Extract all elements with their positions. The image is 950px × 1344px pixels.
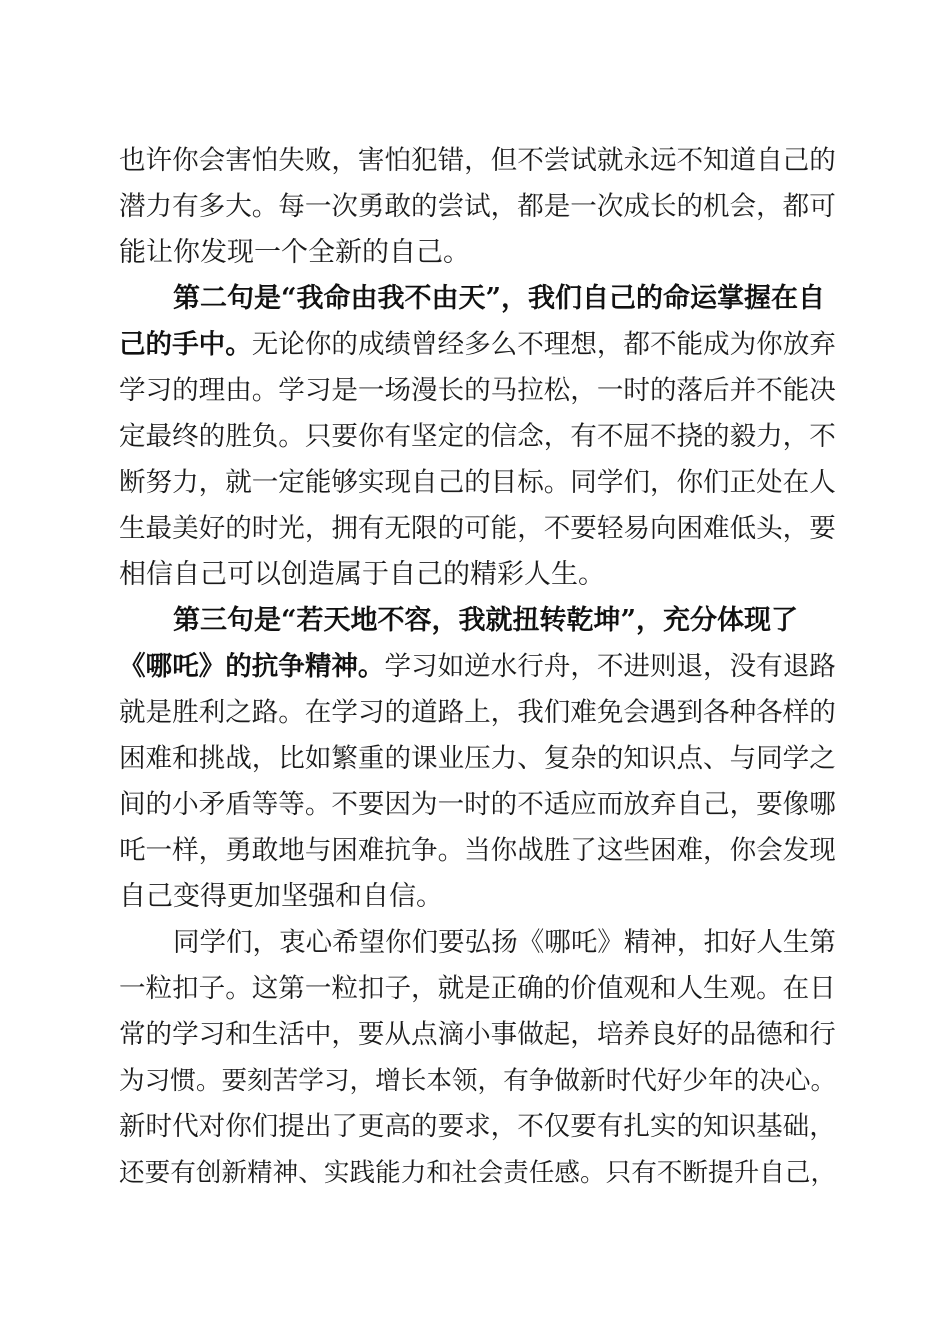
bold-text-segment: 己的手中。 bbox=[119, 329, 252, 360]
bold-text-segment: 第三句是“若天地不容，我就扭转乾坤”，充分体现了 bbox=[173, 605, 799, 636]
text-line bbox=[119, 1153, 836, 1193]
text-line bbox=[119, 233, 470, 273]
text-segment: 困难和挑战，比如繁重的课业压力、复杂的知识点、与同学之 bbox=[119, 743, 836, 774]
bold-text-segment: 《哪吒》的抗争精神。 bbox=[119, 651, 385, 682]
text-segment: 间的小矛盾等等。不要因为一时的不适应而放弃自己，要像哪 bbox=[119, 789, 836, 820]
text-segment: 也许你会害怕失败，害怕犯错，但不尝试就永远不知道自己的 bbox=[119, 145, 836, 176]
text-line bbox=[119, 463, 836, 503]
text-segment: 吒一样，勇敢地与困难抗争。当你战胜了这些困难，你会发现 bbox=[119, 835, 836, 866]
text-segment: 生最美好的时光，拥有无限的可能，不要轻易向困难低头，要 bbox=[119, 513, 836, 544]
text-segment: 还要有创新精神、实践能力和社会责任感。只有不断提升自己， bbox=[119, 1158, 837, 1188]
text-segment: 新时代对你们提出了更高的要求，不仅要有扎实的知识基础， bbox=[119, 1111, 836, 1142]
text-line bbox=[119, 1015, 836, 1055]
text-line bbox=[119, 693, 836, 733]
text-line bbox=[173, 923, 836, 963]
text-line bbox=[119, 785, 836, 825]
text-segment: 自己变得更加坚强和自信。 bbox=[119, 881, 443, 912]
text-segment: 相信自己可以创造属于自己的精彩人生。 bbox=[119, 559, 605, 590]
text-line bbox=[119, 1061, 836, 1101]
text-line bbox=[119, 417, 836, 457]
text-line bbox=[119, 325, 836, 365]
text-line bbox=[119, 187, 836, 227]
text-line bbox=[119, 831, 836, 871]
text-line bbox=[119, 555, 605, 595]
text-line bbox=[119, 647, 836, 687]
text-segment: 定最终的胜负。只要你有坚定的信念，有不屈不挠的毅力，不 bbox=[119, 421, 836, 452]
text-segment: 一粒扣子。这第一粒扣子，就是正确的价值观和人生观。在日 bbox=[119, 973, 836, 1004]
text-segment: 常的学习和生活中，要从点滴小事做起，培养良好的品德和行 bbox=[119, 1019, 836, 1050]
text-line bbox=[119, 877, 443, 917]
text-segment: 潜力有多大。每一次勇敢的尝试，都是一次成长的机会，都可 bbox=[119, 191, 836, 222]
text-line bbox=[173, 279, 825, 319]
text-line bbox=[119, 739, 836, 779]
text-segment: 同学们，衷心希望你们要弘扬《哪吒》精神，扣好人生第 bbox=[173, 927, 836, 958]
text-segment: 学习如逆水行舟，不进则退，没有退路 bbox=[384, 651, 836, 682]
text-line bbox=[119, 141, 836, 181]
text-line bbox=[119, 509, 836, 549]
text-segment: 学习的理由。学习是一场漫长的马拉松，一时的落后并不能决 bbox=[119, 375, 836, 406]
text-segment: 无论你的成绩曾经多么不理想，都不能成为你放弃 bbox=[251, 329, 836, 360]
bold-text-segment: 第二句是“我命由我不由天”，我们自己的命运掌握在自 bbox=[173, 283, 826, 314]
text-line bbox=[119, 371, 836, 411]
text-segment: 为习惯。要刻苦学习，增长本领，有争做新时代好少年的决心。 bbox=[119, 1066, 837, 1096]
text-line bbox=[119, 969, 836, 1009]
text-line bbox=[119, 1107, 836, 1147]
text-segment: 就是胜利之路。在学习的道路上，我们难免会遇到各种各样的 bbox=[119, 697, 836, 728]
text-line bbox=[173, 601, 798, 641]
text-segment: 断努力，就一定能够实现自己的目标。同学们，你们正处在人 bbox=[119, 467, 836, 498]
text-segment: 能让你发现一个全新的自己。 bbox=[119, 237, 470, 268]
